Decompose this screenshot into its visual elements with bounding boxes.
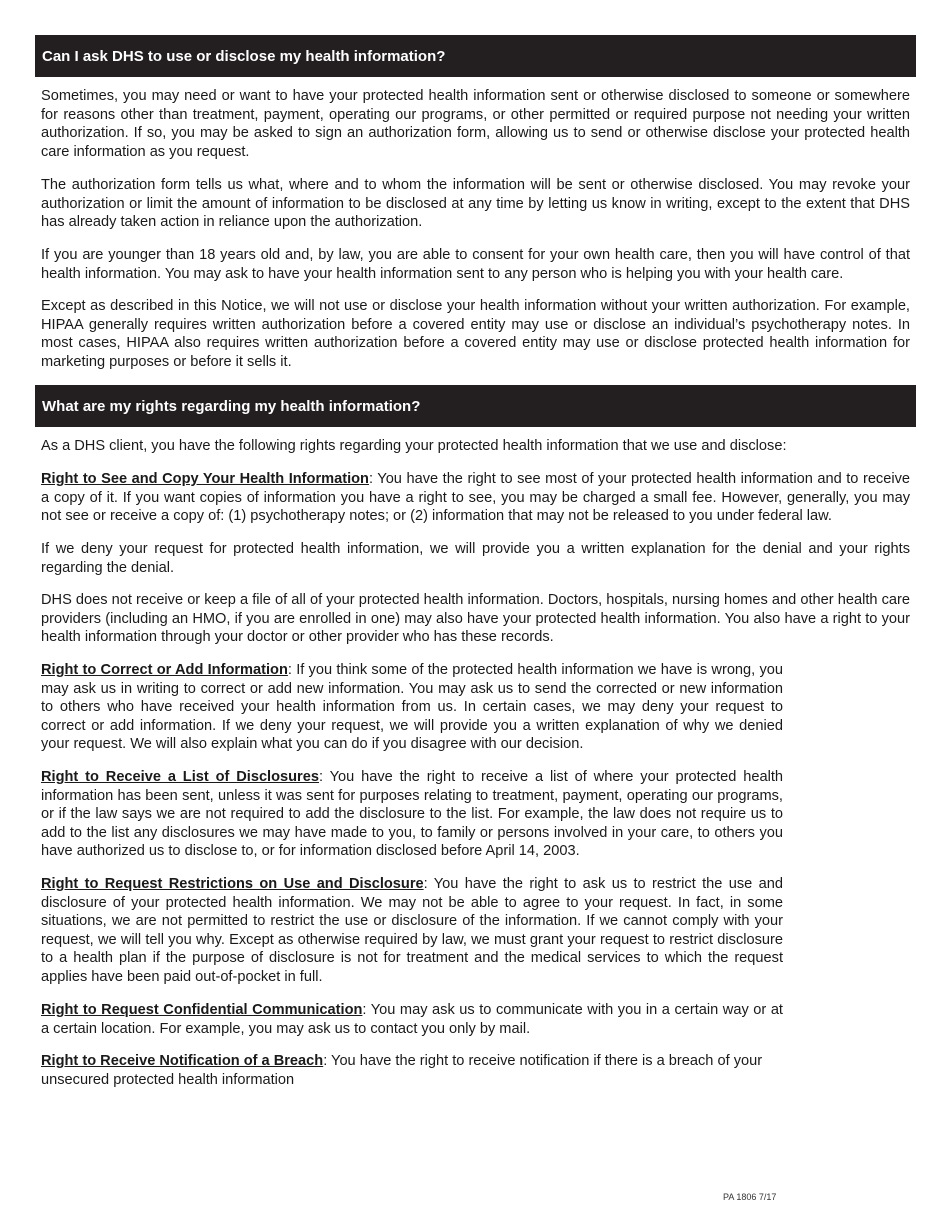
right-text: : You have the right to see most of your protected health information and to receive a copy of it. If you want copies of information you have a right to see, you may be charged a small fee. However, generally, you may not see or receive a copy of: (1) psychotherapy notes; or (2) information that may not be released to you under federal law.: [41, 471, 911, 525]
right-title: Right to Correct or Add Information: [41, 662, 288, 678]
paragraph-right-restrictions: [41, 875, 783, 987]
section-heading-authorization: [35, 35, 916, 77]
paragraph-hipaa-exceptions: Except as described in this Notice, we will not use or disclose your health information without your written authorization. For example, HIPAA generally requires written authorization before a covered entity may use or disclose an individual’s psychotherapy notes. In most cases, HIPAA also requires written authorization before a covered entity may use or disclose protected health information for marketing purposes or before it sells it.: [41, 298, 910, 370]
paragraph-right-see-copy: [41, 470, 910, 526]
right-text: : You have the right to receive notification if there is a breach of your unsecured protected health information: [41, 1053, 763, 1088]
right-text: : You have the right to receive a list of where your protected health information has been sent, unless it was sent for purposes relating to treatment, payment, operating our programs, or if the law says we are not required to add the disclosure to the list. For example, the law does not require us to add to the list any disclosures we may have made to you, to family or persons involved in your care, to others you have authorized us to disclose to, or for information disclosed before April 14, 2003.: [41, 769, 783, 860]
paragraph-denial: If we deny your request for protected health information, we will provide you a written explanation for the denial and your rights regarding the denial.: [41, 541, 910, 576]
right-title: Right to Request Confidential Communication: [41, 1002, 363, 1018]
paragraph-authorization-form: The authorization form tells us what, where and to whom the information will be sent or otherwise disclosed. You may revoke your authorization or limit the amount of information to be disclosed at any time by letting us know in writing, except to the extent that DHS has already taken action in reliance upon the authorization.: [41, 177, 910, 231]
right-text: : If you think some of the protected health information we have is wrong, you may ask us in writing to correct or add new information. You may ask us to send the corrected or new information to others who have received your health information from us. In certain cases, we may deny your request to correct or add information. If we deny your request, we will provide you a written explanation of why we denied your request. We will also explain what you can do if you disagree with our decision.: [41, 662, 783, 753]
paragraph-minor-consent: If you are younger than 18 years old and, by law, you are able to consent for your own health care, then you will have control of that health information. You may ask to have your health information sent to any person who is helping you with your health care.: [41, 247, 910, 282]
paragraph-authorization-intro: Sometimes, you may need or want to have your protected health information sent or otherwise disclosed to someone or somewhere for reasons other than treatment, payment, operating our programs, or other permitted or required purpose not needing your written authorization. If so, you may be asked to sign an authorization form, allowing us to send or otherwise disclose your protected health care information as you request.: [41, 88, 910, 160]
paragraph-right-correct: [41, 661, 783, 754]
right-title: Right to Receive a List of Disclosures: [41, 769, 319, 785]
section-heading-text: What are my rights regarding my health information?: [42, 397, 421, 415]
right-title: Right to Receive Notification of a Breach: [41, 1053, 324, 1069]
paragraph-right-disclosures: [41, 768, 783, 861]
right-text: : You may ask us to communicate with you in a certain way or at a certain location. For example, you may ask us to contact you only by mail.: [41, 1002, 783, 1037]
paragraph-right-breach: [41, 1052, 783, 1089]
section-heading-text: Can I ask DHS to use or disclose my health information?: [42, 47, 446, 65]
form-number: PA 1806 7/17: [723, 1192, 777, 1202]
paragraph-no-file: DHS does not receive or keep a file of all of your protected health information. Doctors, hospitals, nursing homes and other health care providers (including an HMO, if you are enrolled in one) may also have your protected health information. You also have a right to your health information through your doctor or other provider who has these records.: [41, 592, 910, 646]
right-title: Right to Request Restrictions on Use and Disclosure: [41, 876, 424, 892]
right-title: Right to See and Copy Your Health Information: [41, 471, 369, 487]
section-heading-rights: [35, 385, 916, 427]
paragraph-rights-intro: As a DHS client, you have the following rights regarding your protected health information that we use and disclose:: [41, 438, 787, 454]
paragraph-right-confidential: [41, 1001, 783, 1038]
right-text: : You have the right to ask us to restrict the use and disclosure of your protected health information. We may not be able to agree to your request. In fact, in some situations, we are not permitted to restrict the use or disclosure of the information. If we cannot comply with your request, we will tell you why. Except as otherwise required by law, we must grant your request to restrict disclosure to a health plan if the purpose of disclosure is not for treatment and the medical services to which the request applies have been paid out-of-pocket in full.: [41, 876, 783, 985]
